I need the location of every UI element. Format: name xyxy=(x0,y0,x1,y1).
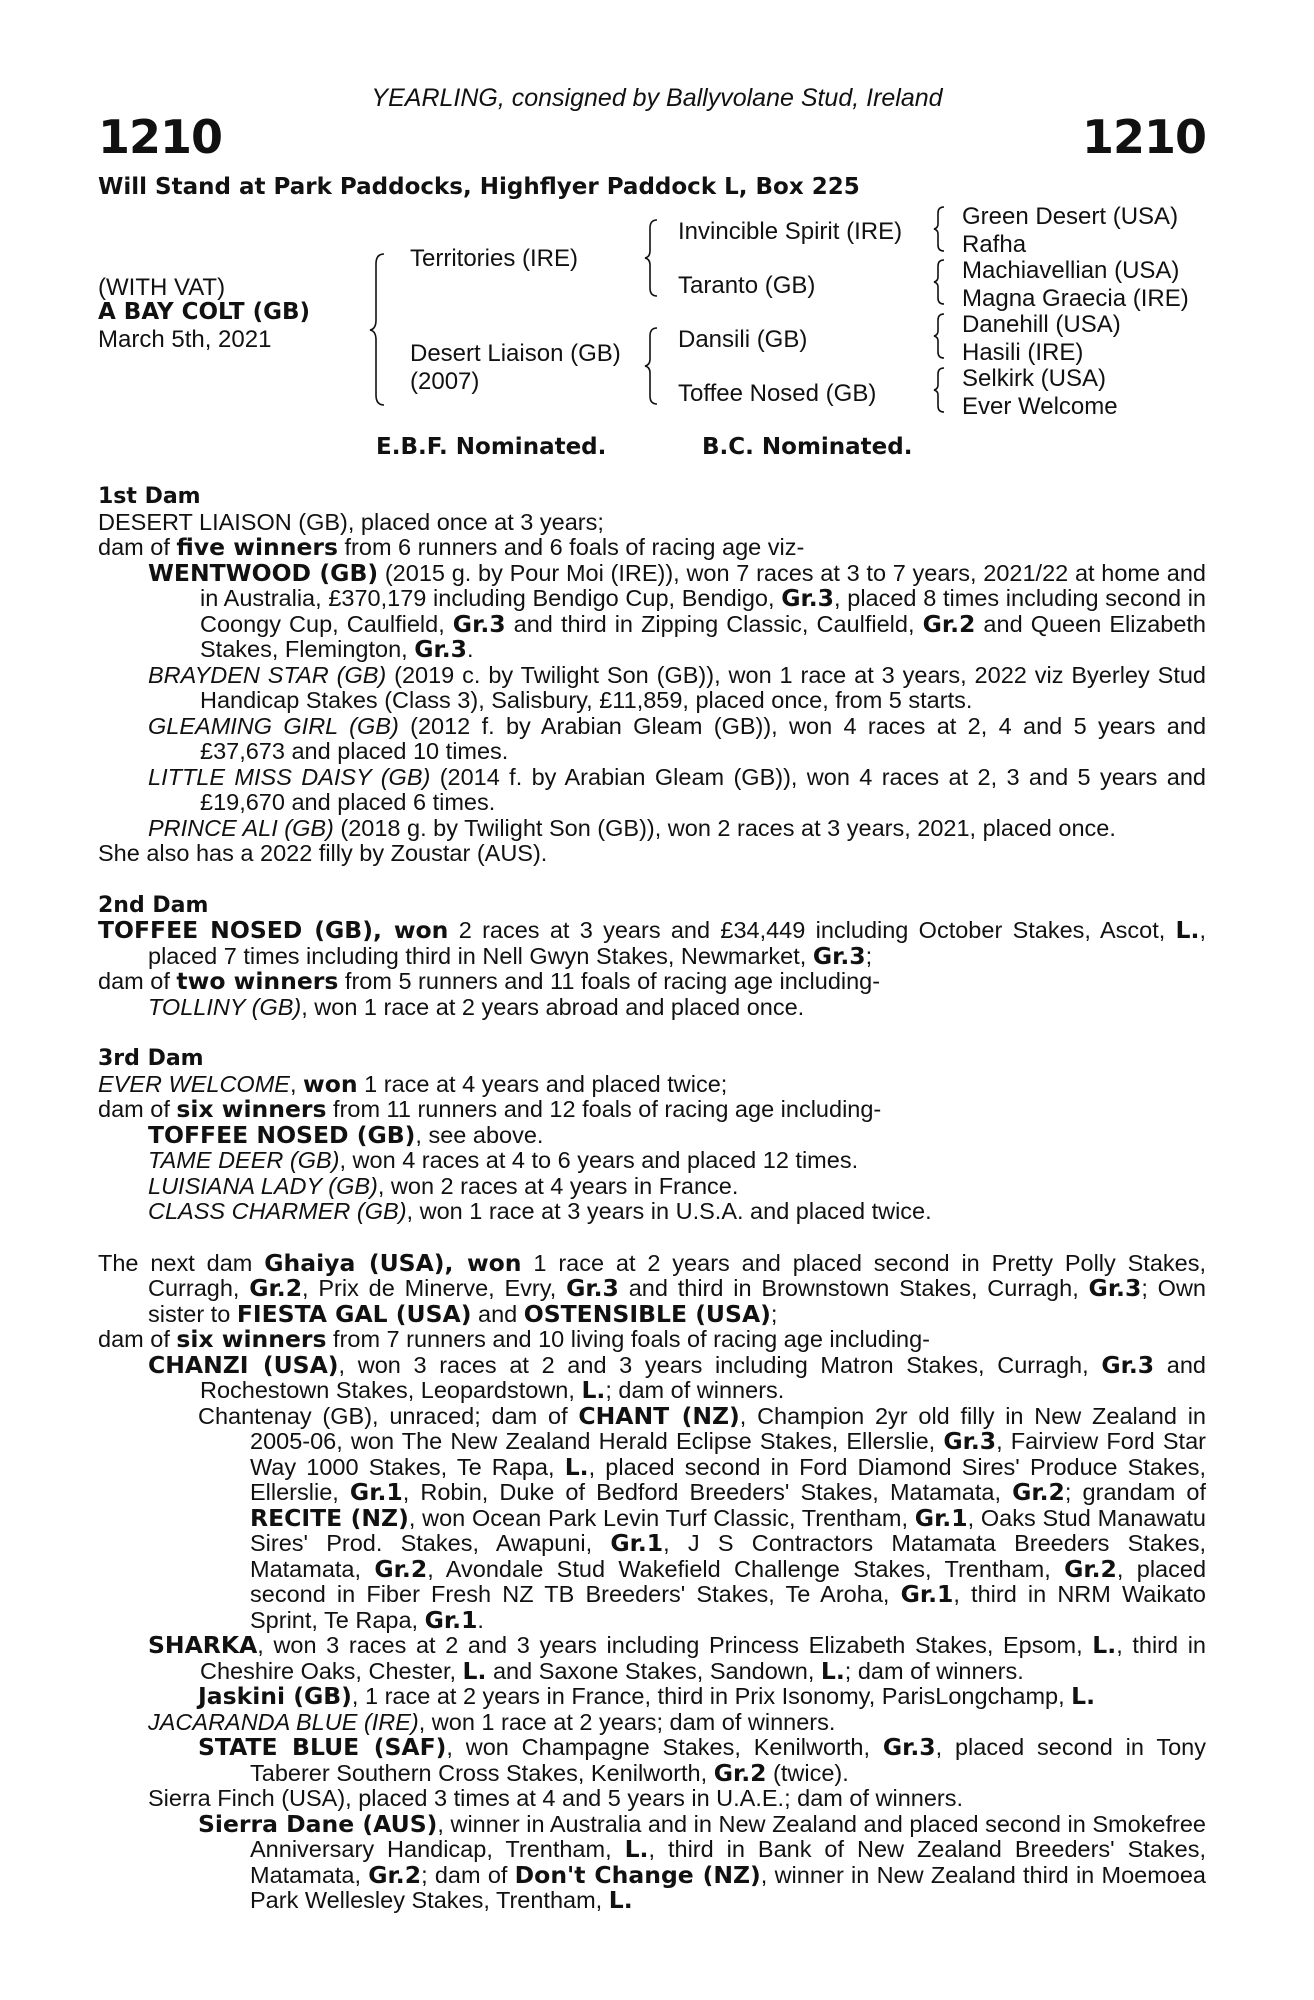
progeny-prince-ali: PRINCE ALI (GB) (2018 g. by Twilight Son (GB)), won 2 races at 3 years, 2021, placed once. xyxy=(148,814,1116,841)
progeny-little-miss-daisy: LITTLE MISS DAISY (GB) (2014 f. by Arabian Gleam (GB)), won 4 races at 2, 3 and 5 years and £19,670 and placed 6 times. xyxy=(148,763,1207,815)
pedigree-sss: Green Desert (USA) xyxy=(962,203,1179,230)
pedigree-bracket-main xyxy=(368,252,388,407)
vat-note: (WITH VAT) xyxy=(98,274,226,301)
third-dam-produce-line: dam of six winners from 11 runners and 12 foals of racing age including- xyxy=(98,1095,882,1123)
horse-name: A BAY COLT (GB) xyxy=(98,299,311,325)
progeny-class-charmer: CLASS CHARMER (GB), won 1 race at 3 years in U.S.A. and placed twice. xyxy=(148,1198,932,1224)
second-dam-line: TOFFEE NOSED (GB), won 2 races at 3 years and £34,449 including October Stakes, Ascot, L., placed 7 times including third in Nell Gwyn Stakes, Newmarket, Gr.3; xyxy=(98,916,1206,970)
pedigree-dss: Danehill (USA) xyxy=(962,311,1121,338)
bc-nomination: B.C. Nominated. xyxy=(702,434,913,460)
first-dam-heading: 1st Dam xyxy=(98,484,201,509)
consignor-line: YEARLING, consigned by Ballyvolane Stud, Ireland xyxy=(371,84,943,112)
pedigree-bracket-sd xyxy=(932,258,948,306)
pedigree-bracket-dam xyxy=(643,326,661,406)
ebf-nomination: E.B.F. Nominated. xyxy=(376,434,607,460)
lot-number-right: 1210 xyxy=(1081,110,1206,164)
progeny-sierra-finch: Sierra Finch (USA), placed 3 times at 4 and 5 years in U.A.E.; dam of winners. xyxy=(148,1785,964,1811)
pedigree-dsd: Hasili (IRE) xyxy=(962,339,1084,366)
pedigree-sdd: Magna Graecia (IRE) xyxy=(962,285,1189,312)
progeny-jaskini: Jaskini (GB), 1 race at 2 years in France, third in Prix Isonomy, ParisLongchamp, L. xyxy=(198,1682,1096,1710)
first-dam-also: She also has a 2022 filly by Zoustar (AUS). xyxy=(98,840,548,866)
progeny-toffee-nosed: TOFFEE NOSED (GB), see above. xyxy=(148,1120,544,1149)
progeny-chanzi: CHANZI (USA), won 3 races at 2 and 3 years including Matron Stakes, Curragh, Gr.3 and Rochestown Stakes, Leopardstown, L.; dam of winners. xyxy=(148,1350,1206,1404)
next-dam-produce-line: dam of six winners from 7 runners and 10 living foals of racing age including- xyxy=(98,1325,931,1353)
next-dam-line: The next dam Ghaiya (USA), won 1 race at 2 years and placed second in Pretty Polly Stakes, Curragh, Gr.2, Prix de Minerve, Evry, Gr.3 and third in Brownstown Stakes, Curragh, Gr.3; Own sister to FIESTA GAL (USA) and OSTENSIBLE (USA); xyxy=(98,1248,1206,1328)
foaling-date: March 5th, 2021 xyxy=(98,326,272,353)
pedigree-sire: Territories (IRE) xyxy=(410,245,579,272)
pedigree-ddd: Ever Welcome xyxy=(962,393,1118,420)
progeny-tame-deer: TAME DEER (GB), won 4 races at 4 to 6 years and placed 12 times. xyxy=(148,1147,859,1173)
pedigree-sire-dam: Taranto (GB) xyxy=(678,272,816,299)
progeny-sierra-dane: Sierra Dane (AUS), winner in Australia and in New Zealand and placed second in Smokefree Anniversary Handicap, Trentham, L., third in Bank of New Zealand Breeders' Stakes, Matamata, Gr.2; dam of Don't Change (NZ), winner in New Zealand third in Moemoea Park Wellesley Stakes, Trentham, L. xyxy=(198,1809,1207,1914)
third-dam-heading: 3rd Dam xyxy=(98,1046,204,1071)
pedigree-bracket-ss xyxy=(932,205,948,253)
pedigree-dam-dam: Toffee Nosed (GB) xyxy=(678,380,877,407)
progeny-gleaming-girl: GLEAMING GIRL (GB) (2012 f. by Arabian Gleam (GB)), won 4 races at 2, 4 and 5 years and £37,673 and placed 10 times. xyxy=(148,712,1207,764)
pedigree-bracket-dd xyxy=(932,366,948,414)
third-dam-line: EVER WELCOME, won 1 race at 4 years and placed twice; xyxy=(98,1069,728,1098)
progeny-luisiana-lady: LUISIANA LADY (GB), won 2 races at 4 years in France. xyxy=(148,1172,739,1199)
progeny-state-blue: STATE BLUE (SAF), won Champagne Stakes, Kenilworth, Gr.3, placed second in Tony Taberer Southern Cross Stakes, Kenilworth, Gr.2 (twice). xyxy=(198,1733,1206,1787)
catalogue-body xyxy=(98,484,1206,1914)
progeny-tolliny: TOLLINY (GB), won 1 race at 2 years abroad and placed once. xyxy=(148,993,805,1020)
progeny-brayden-star: BRAYDEN STAR (GB) (2019 c. by Twilight Son (GB)), won 1 race at 3 years, 2022 viz Byerley Stud Handicap Stakes (Class 3), Salisbury, £11,859, placed once, from 5 starts. xyxy=(148,661,1206,713)
pedigree-sds: Machiavellian (USA) xyxy=(962,257,1180,284)
first-dam-produce-line: dam of five winners from 6 runners and 6 foals of racing age viz- xyxy=(98,533,805,561)
pedigree-dds: Selkirk (USA) xyxy=(962,365,1107,392)
progeny-chantenay: Chantenay (GB), unraced; dam of CHANT (NZ), Champion 2yr old filly in New Zealand in 2005-06, won The New Zealand Herald Eclipse Stakes, Ellerslie, Gr.3, Fairview Ford Star Way 1000 Stakes, Te Rapa, L., placed second in Ford Diamond Sires' Produce Stakes, Ellerslie, Gr.1, Robin, Duke of Bedford Breeders' Stakes, Matamata, Gr.2; grandam of RECITE (NZ), won Ocean Park Levin Turf Classic, Trentham, Gr.1, Oaks Stud Manawatu Sires' Prod. Stakes, Awapuni, Gr.1, J S Contractors Matamata Breeders Stakes, Matamata, Gr.2, Avondale Stud Wakefield Challenge Stakes, Trentham, Gr.2, placed second in Fiber Fresh NZ TB Breeders' Stakes, Te Aroha, Gr.1, third in NRM Waikato Sprint, Te Rapa, Gr.1. xyxy=(198,1401,1207,1634)
second-dam-produce-line: dam of two winners from 5 runners and 11 foals of racing age including- xyxy=(98,967,881,995)
pedigree-dam-year: (2007) xyxy=(410,368,480,395)
pedigree-sire-sire: Invincible Spirit (IRE) xyxy=(678,218,903,245)
progeny-sharka: SHARKA, won 3 races at 2 and 3 years including Princess Elizabeth Stakes, Epsom, L., third in Cheshire Oaks, Chester, L. and Saxone Stakes, Sandown, L.; dam of winners. xyxy=(148,1631,1207,1685)
progeny-jacaranda-blue: JACARANDA BLUE (IRE), won 1 race at 2 years; dam of winners. xyxy=(148,1708,836,1735)
lot-number-left: 1210 xyxy=(98,110,223,164)
progeny-wentwood: WENTWOOD (GB) (2015 g. by Pour Moi (IRE)), won 7 races at 3 to 7 years, 2021/22 at home and in Australia, £370,179 including Bendigo Cup, Bendigo, Gr.3, placed 8 times including second in Coongy Cup, Caulfield, Gr.3 and third in Zipping Classic, Caulfield, Gr.2 and Queen Elizabeth Stakes, Flemington, Gr.3. xyxy=(148,558,1206,663)
pedigree-dam-sire: Dansili (GB) xyxy=(678,326,808,353)
pedigree-bracket-ds xyxy=(932,312,948,360)
pedigree-ssd: Rafha xyxy=(962,231,1027,258)
first-dam-line: DESERT LIAISON (GB), placed once at 3 years; xyxy=(98,508,604,535)
pedigree-dam: Desert Liaison (GB) xyxy=(410,340,621,367)
pedigree-bracket-sire xyxy=(643,218,661,298)
second-dam-heading: 2nd Dam xyxy=(98,892,209,918)
venue-line: Will Stand at Park Paddocks, Highflyer Paddock L, Box 225 xyxy=(98,174,860,200)
